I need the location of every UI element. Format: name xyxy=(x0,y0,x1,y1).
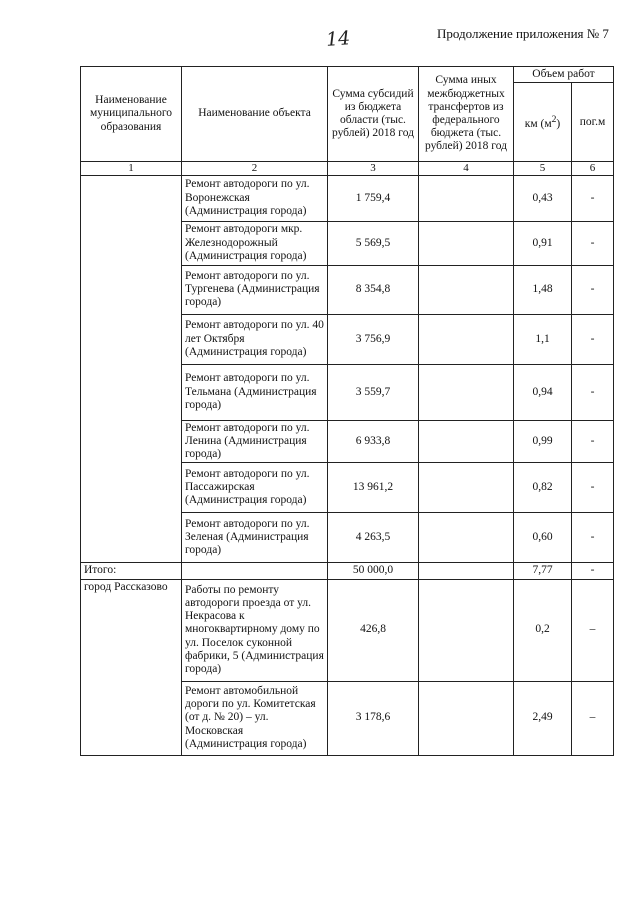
header-object: Наименование объекта xyxy=(182,67,328,162)
total-transfer-empty xyxy=(419,563,514,579)
total-label: Итого: xyxy=(81,563,182,579)
transfer-cell xyxy=(419,314,514,364)
pogm-cell: - xyxy=(572,513,614,563)
subsidy-cell: 3 178,6 xyxy=(328,681,419,755)
pogm-cell: - xyxy=(572,175,614,221)
municipality-cell: город Рассказово xyxy=(81,579,182,755)
km-cell: 0,82 xyxy=(514,463,572,513)
subsidy-cell: 3 559,7 xyxy=(328,364,419,420)
subsidy-cell: 6 933,8 xyxy=(328,420,419,463)
total-object-empty xyxy=(182,563,328,579)
table-row xyxy=(81,175,614,221)
transfer-cell xyxy=(419,420,514,463)
subsidy-cell: 1 759,4 xyxy=(328,175,419,221)
appendix-continuation-label: Продолжение приложения № 7 xyxy=(437,26,609,41)
subsidy-cell: 426,8 xyxy=(328,579,419,681)
col-number-4: 4 xyxy=(419,162,514,176)
header-row-1 xyxy=(81,67,614,83)
object-cell: Работы по ремонту автодороги проезда от ул. Некрасова к многоквартирному дому по ул. Поселок суконной фабрики, 5 (Администрация города) xyxy=(182,579,328,681)
object-cell: Ремонт автодороги по ул. Воронежская (Администрация города) xyxy=(182,175,328,221)
pogm-cell: – xyxy=(572,681,614,755)
object-cell: Ремонт автодороги по ул. Зеленая (Администрация города) xyxy=(182,513,328,563)
transfer-cell xyxy=(419,364,514,420)
km-cell: 1,1 xyxy=(514,314,572,364)
transfer-cell xyxy=(419,579,514,681)
header-volume: Объем работ xyxy=(514,67,614,83)
total-subsidy: 50 000,0 xyxy=(328,563,419,579)
municipality-cell-empty xyxy=(81,175,182,563)
transfer-cell xyxy=(419,463,514,513)
pogm-cell: – xyxy=(572,579,614,681)
header-pogm: пог.м xyxy=(572,83,614,162)
pogm-cell: - xyxy=(572,314,614,364)
header-subsidies: Сумма субсидий из бюджета области (тыс. рублей) 2018 год xyxy=(328,67,419,162)
object-cell: Ремонт автодороги по ул. Ленина (Администрация города) xyxy=(182,420,328,463)
km-cell: 0,99 xyxy=(514,420,572,463)
transfer-cell xyxy=(419,221,514,265)
transfer-cell xyxy=(419,513,514,563)
object-cell: Ремонт автодороги по ул. Пассажирская (Администрация города) xyxy=(182,463,328,513)
transfer-cell xyxy=(419,175,514,221)
transfer-cell xyxy=(419,681,514,755)
subsidy-cell: 4 263,5 xyxy=(328,513,419,563)
subsidy-cell: 8 354,8 xyxy=(328,265,419,314)
table-row xyxy=(81,579,614,681)
pogm-cell: - xyxy=(572,463,614,513)
column-number-row xyxy=(81,162,614,176)
col-number-3: 3 xyxy=(328,162,419,176)
transfer-cell xyxy=(419,265,514,314)
km-cell: 1,48 xyxy=(514,265,572,314)
km-cell: 0,91 xyxy=(514,221,572,265)
col-number-1: 1 xyxy=(81,162,182,176)
km-cell: 0,43 xyxy=(514,175,572,221)
total-pogm: - xyxy=(572,563,614,579)
km-cell: 0,94 xyxy=(514,364,572,420)
col-number-5: 5 xyxy=(514,162,572,176)
pogm-cell: - xyxy=(572,221,614,265)
km-cell: 0,60 xyxy=(514,513,572,563)
subsidy-cell: 5 569,5 xyxy=(328,221,419,265)
object-cell: Ремонт автомобильной дороги по ул. Комитетская (от д. № 20) – ул. Московская (Администрация города) xyxy=(182,681,328,755)
header-municipality: Наименование муниципального образования xyxy=(81,67,182,162)
pogm-cell: - xyxy=(572,265,614,314)
pogm-cell: - xyxy=(572,364,614,420)
object-cell: Ремонт автодороги по ул. 40 лет Октября (Администрация города) xyxy=(182,314,328,364)
subsidy-cell: 3 756,9 xyxy=(328,314,419,364)
total-row xyxy=(81,563,614,579)
object-cell: Ремонт автодороги по ул. Тельмана (Администрация города) xyxy=(182,364,328,420)
total-km: 7,77 xyxy=(514,563,572,579)
object-cell: Ремонт автодороги по ул. Тургенева (Администрация города) xyxy=(182,265,328,314)
handwritten-page-number: 14 xyxy=(325,27,351,51)
header-km: км $(м^2)$ xyxy=(514,83,572,162)
subsidy-table xyxy=(80,66,614,756)
pogm-cell: - xyxy=(572,420,614,463)
km-cell: 2,49 xyxy=(514,681,572,755)
col-number-2: 2 xyxy=(182,162,328,176)
object-cell: Ремонт автодороги мкр. Железнодорожный (Администрация города) xyxy=(182,221,328,265)
subsidy-cell: 13 961,2 xyxy=(328,463,419,513)
header-transfers: Сумма иных межбюджетных трансфертов из федерального бюджета (тыс. рублей) 2018 год xyxy=(419,67,514,162)
col-number-6: 6 xyxy=(572,162,614,176)
km-cell: 0,2 xyxy=(514,579,572,681)
